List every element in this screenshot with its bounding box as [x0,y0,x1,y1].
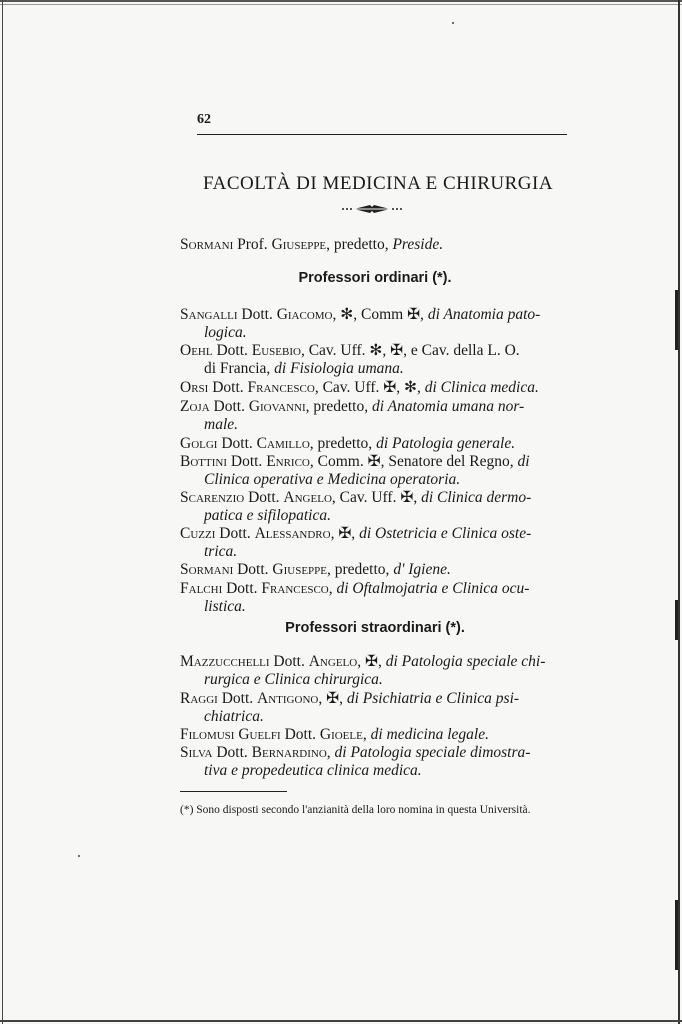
honors: , predetto, [327,561,394,578]
honors: , [328,580,337,597]
honors: , ✠, [318,690,347,707]
title: Dott. [209,398,249,415]
title: Dott. [233,561,273,578]
subject: di medicina legale. [370,726,489,743]
page-number: 62 [197,112,211,127]
scan-edge-top-inner [0,4,682,5]
given-name: Eusebio [251,342,301,359]
surname: Oehl [180,342,213,359]
honors: , ✠, [330,525,360,542]
section-heading-ordinari: Professori ordinari (*). [298,270,452,286]
subject-continuation: patica e sifilopatica. [204,507,331,524]
title: Dott. [215,525,255,542]
scan-edge-right [678,0,680,1024]
given-name: Antigono [257,690,319,707]
title: Dott. [280,726,320,743]
list-item [180,743,530,763]
subject-continuation: rurgica e Clinica chirurgica. [204,671,383,688]
given-name: Giuseppe [272,561,328,578]
title: Dott. [212,342,252,359]
title: Dott. [208,379,248,396]
section-heading-straordinari: Professori straordinari (*). [285,620,465,636]
list-item-continuation [204,359,404,379]
given-name: Angelo [283,489,332,506]
list-item [180,341,520,361]
given-name: Camillo [256,435,310,452]
subject: di Anatomia umana nor- [371,398,525,415]
honors: , ✻, Comm ✠, [332,306,428,323]
given-name: Francesco [261,580,329,597]
list-item [180,452,530,472]
title: Dott. [244,489,284,506]
subject-continuation: trica. [204,543,238,560]
list-item [180,305,540,325]
scan-edge-mark [675,600,678,640]
surname: Falchi [180,580,223,597]
subject: di Oftalmojatria e Clinica ocu- [336,580,530,597]
honors-continuation: di Francia, [204,360,275,377]
subject-continuation: Clinica operativa e Medicina operatoria. [204,471,461,488]
surname: Orsi [180,379,209,396]
fleuron-ornament-icon [340,202,404,216]
subject: d' Igiene. [393,561,451,578]
subject: di Patologia generale. [376,435,516,452]
given-name: Giovanni [248,398,306,415]
role-prefix: , predetto, [326,236,393,253]
honors: , Cav. Uff. ✠, ✻, [314,379,425,396]
title: Dott. [222,580,262,597]
given-name: Bernardino [251,744,327,761]
given-name: Giacomo [276,306,333,323]
list-item [180,397,524,417]
surname: Mazzucchelli [180,653,270,670]
preside-line [180,235,443,255]
subject: di Anatomia pato- [427,306,541,323]
given-name: Alessandro [254,525,331,542]
surname: Silva [180,744,213,761]
subject: di Clinica dermo- [421,489,532,506]
title: Dott. [217,435,257,452]
list-item [180,488,531,508]
surname: Sangalli [180,306,238,323]
title: Dott. [212,744,252,761]
surname: Sormani [180,236,234,253]
honors: , [326,744,335,761]
given-name: Angelo [308,653,358,670]
surname: Filomusi Guelfi [180,726,281,743]
scan-edge-mark [675,900,678,970]
honors: , predetto, [305,398,372,415]
scan-edge-mark [675,290,678,350]
honors: , [362,726,371,743]
surname: Sormani [180,561,234,578]
given-name: Francesco [247,379,315,396]
page-title: FACOLTÀ DI MEDICINA E CHIRURGIA [202,173,554,194]
honors: , Cav. Uff. ✠, [331,489,422,506]
surname: Golgi [180,435,218,452]
honors: , Comm. ✠, Senatore del Regno, [309,453,518,470]
role: Preside. [392,236,444,253]
list-item [180,579,529,599]
surname: Bottini [180,453,227,470]
subject: di [517,453,530,470]
given-name: Enrico [266,453,310,470]
subject-continuation: chiatrica. [204,708,264,725]
footnote-rule [180,791,287,792]
title: Dott. [237,306,277,323]
subject: di Patologia speciale chi- [385,653,546,670]
surname: Zoja [180,398,210,415]
honors: , ✠, [357,653,386,670]
surname: Cuzzi [180,525,216,542]
given-name: Giuseppe [271,236,327,253]
list-item [180,725,489,745]
subject-continuation: logica. [204,324,247,341]
list-item [180,524,531,544]
subject: di Ostetricia e Clinica oste- [359,525,532,542]
subject: di Fisiologia umana. [274,360,404,377]
title: Dott. [227,453,267,470]
scan-edge-top [0,0,682,2]
scan-edge-bottom [0,1020,682,1022]
list-item [180,560,451,580]
footnote: (*) Sono disposti secondo l'anzianità della loro nomina in questa Università. [180,804,531,816]
scan-edge-left [2,0,3,1024]
subject: di Psichiatria e Clinica psi- [346,690,520,707]
scan-speck [78,855,80,857]
subject: di Clinica medica. [424,379,539,396]
subject-continuation: tiva e propedeutica clinica medica. [204,762,422,779]
list-item [180,434,515,454]
title: Dott. [269,653,309,670]
subject: di Patologia speciale dimostra- [334,744,531,761]
list-item [180,378,539,398]
honors: , Cav. Uff. ✻, ✠, e Cav. della L. O. [300,342,520,359]
header-rule [197,134,567,135]
list-item [180,689,519,709]
scan-speck [452,22,454,24]
title: Dott. [217,690,258,707]
honors: , predetto, [309,435,377,452]
subject-continuation: listica. [204,598,246,615]
title: Prof. [233,236,272,253]
surname: Raggi [180,690,218,707]
given-name: Gioele [319,726,363,743]
surname: Scarenzio [180,489,245,506]
list-item [180,652,545,672]
subject-continuation: male. [204,416,239,433]
